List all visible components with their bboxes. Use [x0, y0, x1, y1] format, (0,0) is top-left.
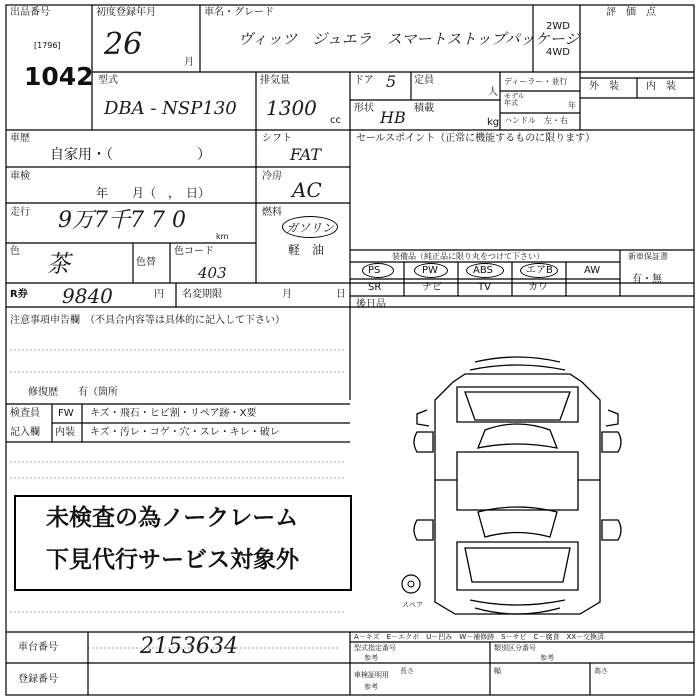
- warranty-value: 有・無: [632, 274, 662, 285]
- equip-tv: TV: [478, 282, 491, 293]
- equip-navi: ナビ: [422, 282, 442, 293]
- history-value: 自家用・（ ）: [50, 147, 211, 163]
- chassis-value: 2153634: [140, 634, 238, 659]
- model-year-unit: 年: [568, 101, 576, 110]
- notice-line-1: 未検査の為ノークレーム: [46, 505, 299, 531]
- model-cert-ref: 参考: [364, 654, 378, 662]
- circle-mark-ps: [362, 263, 394, 278]
- load-label: 積載: [414, 103, 434, 114]
- dealer-label: ディーラー・並行: [504, 77, 568, 86]
- damage-legend: A－キズ E－エクボ U－凹み W－補修跡 S－サビ C－腐食 XX－交換済: [354, 633, 605, 641]
- model-label: 型式: [98, 75, 118, 86]
- equip-leather: カワ: [528, 282, 548, 293]
- name-change-label: 名変期限: [182, 289, 222, 300]
- equip-pw: PW: [422, 265, 438, 276]
- handle-label: ハンドル 左・右: [504, 116, 568, 125]
- cooler-value: AC: [292, 178, 322, 202]
- equip-airbag: エアB: [526, 265, 553, 276]
- capacity-label: 定員: [414, 75, 434, 86]
- color-change-label: 色替: [136, 257, 156, 268]
- circle-mark-airbag: [520, 263, 558, 278]
- capacity-unit: 人: [488, 87, 498, 98]
- mileage-label: 走行: [10, 207, 30, 218]
- recycle-label: R券: [10, 289, 28, 300]
- color-code-label: 色コード: [174, 246, 214, 257]
- rear-label: 後日品: [356, 299, 386, 310]
- color-value: 茶: [46, 250, 70, 278]
- circle-mark-abs: [466, 263, 504, 278]
- interior-notes-text: キズ・汚レ・コゲ・穴・スレ・キレ・破レ: [90, 427, 280, 438]
- equip-sr: SR: [368, 282, 382, 293]
- lot-label: 出品番号: [10, 7, 50, 18]
- exterior-label: 外 装: [589, 81, 619, 92]
- interior-notes-label: 内装: [55, 427, 75, 438]
- car-name-label: 車名・グレード: [204, 7, 274, 18]
- lot-sub: [1796]: [34, 41, 61, 50]
- color-label: 色: [10, 246, 20, 257]
- door-value: 5: [386, 72, 397, 91]
- equipment-title: 装備品（純正品に限り丸をつけて下さい）: [392, 252, 544, 261]
- equip-ps: PS: [368, 265, 381, 276]
- notes-title: 注意事項申告欄 （不具合内容等は具体的に記入して下さい）: [10, 315, 285, 326]
- name-change-month: 月: [282, 289, 292, 300]
- repair-label: 修復歴 有（箇所: [28, 387, 118, 398]
- sales-point-label: セールスポイント（正常に機能するものに限ります）: [356, 133, 596, 144]
- chassis-label: 車台番号: [18, 642, 58, 653]
- drive-4wd: 4WD: [546, 47, 570, 58]
- spare-label: スペア: [402, 601, 423, 609]
- recycle-unit: 円: [154, 289, 164, 300]
- height-label: 高さ: [594, 667, 608, 675]
- mileage-unit: km: [216, 232, 229, 241]
- displacement-value: 1300: [266, 96, 317, 120]
- inspector-label: 検査員: [10, 408, 40, 419]
- door-label: ドア: [354, 75, 374, 86]
- equip-aw: AW: [584, 265, 601, 276]
- lot-number: 1042: [24, 62, 94, 91]
- model-cert-label: 型式指定番号: [354, 644, 396, 652]
- cooler-label: 冷房: [262, 171, 282, 182]
- reg-label: 登録番号: [18, 674, 58, 685]
- color-code-value: 403: [198, 264, 227, 282]
- drive-2wd: 2WD: [546, 21, 570, 32]
- displacement-unit: cc: [330, 115, 341, 126]
- car-name-value: ヴィッツ ジュエラ スマートストップパッケージ: [238, 30, 580, 48]
- shift-value: FAT: [290, 145, 322, 164]
- no-claim-notice: [14, 495, 352, 591]
- equip-abs: ABS: [473, 265, 493, 276]
- model-year-label: モデル 年式: [504, 92, 525, 108]
- cert-ref: 参考: [364, 683, 378, 691]
- warranty-label: 新車保証書: [628, 252, 668, 261]
- class-label: 類別区分番号: [494, 644, 536, 652]
- interior-label: 内 装: [646, 81, 676, 92]
- first-reg-month: 月: [184, 57, 194, 68]
- class-ref: 参考: [540, 654, 554, 662]
- fuel-circle-mark: [282, 216, 338, 238]
- fw-text: キズ・飛石・ヒビ割・リペア跡・X要: [90, 408, 257, 419]
- recycle-value: 9840: [62, 284, 113, 308]
- car-damage-diagram: [395, 352, 640, 627]
- first-reg-label: 初度登録年月: [96, 7, 156, 18]
- model-value: DBA - NSP130: [104, 98, 237, 119]
- fuel-options: 軽 油: [288, 243, 325, 257]
- first-reg-year: 26: [104, 27, 143, 62]
- rating-label: 評 価 点: [606, 7, 656, 18]
- shape-value: HB: [380, 108, 406, 127]
- shift-label: シフト: [262, 133, 292, 144]
- load-unit: kg: [487, 117, 500, 128]
- circle-mark-pw: [414, 263, 448, 278]
- displacement-label: 排気量: [260, 75, 290, 86]
- fw-label: FW: [58, 408, 74, 419]
- inspection-label: 車検: [10, 171, 30, 182]
- fuel-value: ガソリン: [286, 221, 335, 235]
- inspection-value: 年 月（ ， 日）: [96, 186, 211, 200]
- width-label: 幅: [494, 667, 501, 675]
- cert-label: 車検証明用: [354, 671, 389, 679]
- fuel-label: 燃料: [262, 207, 282, 218]
- shape-label: 形状: [354, 103, 374, 114]
- notice-line-2: 下見代行サービス対象外: [46, 547, 299, 573]
- name-change-day: 日: [336, 289, 346, 300]
- history-label: 車歴: [10, 133, 30, 144]
- length-label: 長さ: [400, 667, 414, 675]
- record-label: 記入欄: [10, 427, 40, 438]
- mileage-value: 9万7千7 7 0: [58, 208, 186, 233]
